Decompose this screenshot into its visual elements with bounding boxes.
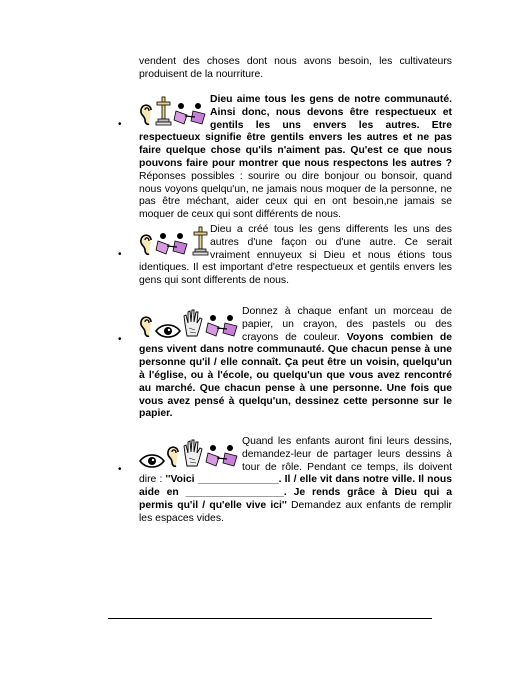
activity-icons [139, 436, 241, 468]
eye-icon [139, 454, 165, 468]
bullet-marker: • [118, 464, 122, 475]
intro-paragraph [139, 56, 452, 82]
list-item-respect [139, 94, 452, 222]
two-people-icon [205, 444, 241, 468]
bullet-marker: • [118, 119, 122, 130]
item-1-bold-text: Dieu aime tous les gens de notre communauté. Ainsi donc, nous devons être respectueux et gentils les uns envers les autres. Etre respectueux signifie être gentils envers les autres et ne pas faire quelque chose qu'ils n'aiment pas. Qu'est ce que nous pouvons faire pour montrer que nous respectons les autres ? [139, 94, 452, 169]
hand-icon [182, 438, 204, 468]
activity-icons [139, 94, 209, 126]
list-item-share-drawings [139, 436, 452, 526]
two-people-icon [205, 314, 241, 338]
hand-icon [182, 308, 204, 338]
item-3-bold-text: Voyons combien de gens vivent dans notre communauté. Que chacun pense à une personne qu'il / elle connaît. Ça peut être un voisin, quelqu'un à l'église, ou à l'école, ou quelqu'un que vous avez rencontré au marché. Que chacun pense à une personne. Une fois que vous avez pensé à quelqu'un, dessinez cette personne sur le papier. [139, 331, 452, 420]
ear-icon [166, 444, 181, 468]
cross-icon [155, 96, 172, 126]
ear-icon [139, 314, 154, 338]
item-4-text: Quand les enfants auront fini leurs dessins, demandez-leur de partager leurs dessins à tour de rôle. Pendant ce temps, ils doivent dire : [139, 436, 452, 486]
activity-icons [139, 306, 241, 338]
item-4-text-end: Demandez aux enfants de remplir les espaces vides. [139, 499, 452, 524]
item-3-text: Donnez à chaque enfant un morceau de papier, un crayon, des pastels ou des crayons de couleur. [242, 306, 452, 343]
intro-text: vendent des choses dont nous avons besoin, les cultivateurs produisent de la nourriture. [139, 56, 452, 80]
two-people-icon [155, 232, 191, 256]
list-item-draw-person [139, 306, 452, 421]
ear-icon [139, 102, 154, 126]
footer-divider [108, 618, 432, 619]
item-2-text: Dieu a créé tous les gens differents les uns des autres d'une façon ou d'une autre. Ce serait vraiment ennuyeux si Dieu et nous étions tous identiques. Il est important d'etre respectueux et gentils envers les gens qui sont differents de nous. [139, 224, 452, 287]
eye-icon [155, 324, 181, 338]
bullet-marker: • [118, 334, 122, 345]
bullet-marker: • [118, 249, 122, 260]
item-1-text: Réponses possibles : sourire ou dire bonjour ou bonsoir, quand nous voyons quelqu'un, ne jamais nous moquer de la personne, ne pas être méchant, aider ceux qui en ont besoin,ne jamais se moquer de ceux qui sont différents de nous. [139, 170, 452, 221]
ear-icon [139, 232, 154, 256]
item-4-bold-text: ''Voici ______________. Il / elle vit dans notre ville. Il nous aide en _________________. Je rends grâce à Dieu qui a permis qu'il / qu'elle vive ici'' [139, 474, 452, 511]
list-item-created-different [139, 224, 452, 288]
cross-icon [192, 226, 209, 256]
activity-icons [139, 224, 209, 256]
two-people-icon [173, 102, 209, 126]
